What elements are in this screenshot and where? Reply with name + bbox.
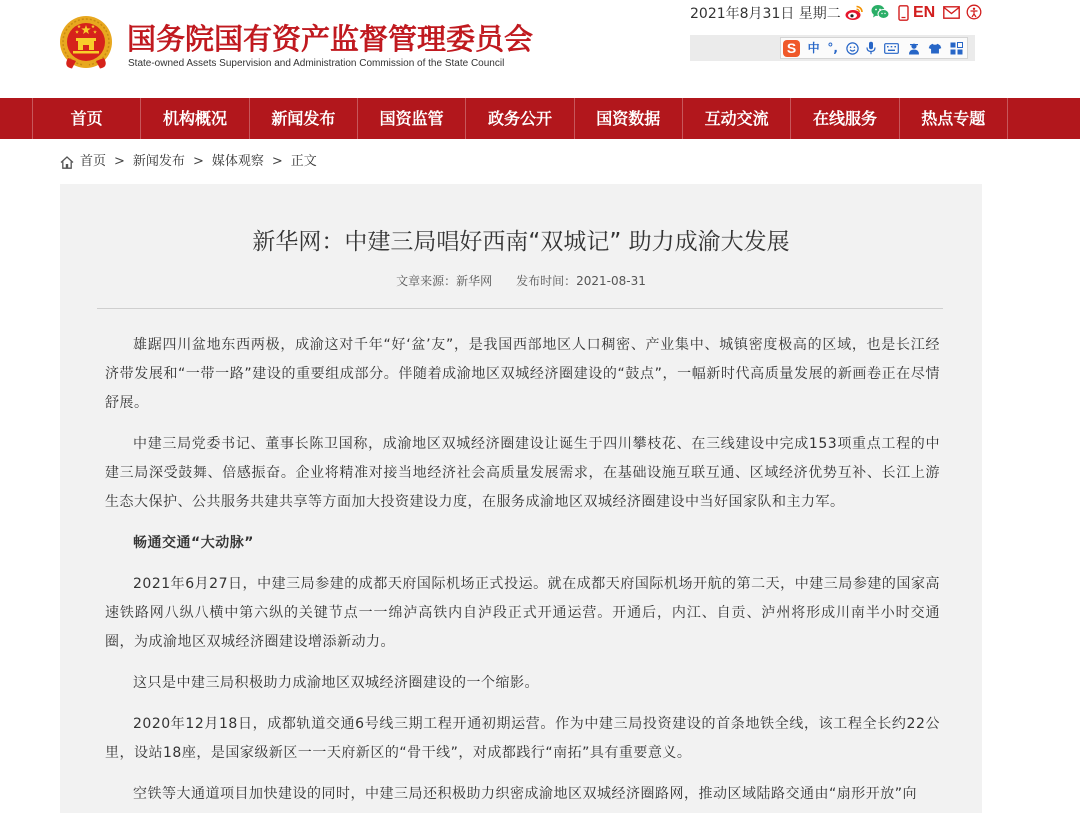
breadcrumb-media-watch[interactable]: 媒体观察 [211,154,264,169]
keyboard-icon[interactable] [884,43,899,54]
nav-item-interaction[interactable]: 互动交流 [683,98,791,139]
lang-switch-en[interactable]: EN [913,4,936,21]
ime-toolbar [780,37,968,59]
weibo-icon[interactable] [845,5,863,21]
current-date: 2021年8月31日 星期二 [690,6,841,22]
breadcrumb-home[interactable]: 首页 [80,154,107,169]
breadcrumb-separator: > [192,154,204,169]
divider [97,308,943,309]
main-nav [0,98,1080,139]
article-paragraph: 中建三局党委书记、董事长陈卫国称，成渝地区双城经济圈建设让诞生于四川攀枝花、在三线建设中完成153项重点工程的中建三局深受鼓舞、倍感振奋。企业将精准对接当地经济社会高质量发展需求，在基础设施互联互通、区域经济优势互补、长江上游生态大保护、公共服务共建共享等方面加大投资建设力度，在服务成渝地区双城经济圈建设中当好国家队和主力军。 [105,436,940,510]
nav-item-hot-topics[interactable]: 热点专题 [900,98,1008,139]
mail-icon[interactable] [943,6,960,19]
article-paragraph: 2021年6月27日，中建三局参建的成都天府国际机场正式投运。就在成都天府国际机场开航的第二天，中建三局参建的国家高速铁路网八纵八横中第六纵的关键节点一一绵泸高铁内自泸段正式开通运营。开通后，内江、自贡、泸州将形成川南半小时交通圈，为成渝地区双城经济圈建设增添新动力。 [105,576,940,650]
site-logo-link[interactable] [56,12,546,76]
section-heading: 畅通交通“大动脉” [133,535,254,551]
microphone-icon[interactable] [866,41,876,55]
wechat-icon[interactable] [871,4,890,20]
site-title-cn: 国务院国有资产监督管理委员会 [127,22,534,56]
nav-item-government-affairs[interactable]: 政务公开 [466,98,574,139]
national-emblem-icon [58,15,114,71]
emoji-icon[interactable] [846,42,859,55]
ime-punctuation-toggle[interactable]: °, [827,41,838,55]
breadcrumb-news-release[interactable]: 新闻发布 [132,154,185,169]
nav-item-home[interactable]: 首页 [33,98,141,139]
breadcrumb-current: 正文 [290,154,317,169]
article-paragraph: 这只是中建三局积极助力成渝地区双城经济圈建设的一个缩影。 [133,675,539,691]
article-paragraph: 2020年12月18日，成都轨道交通6号线三期工程开通初期运营。作为中建三局投资建设的首条地铁全线，该工程全长约22公里，设站18座，是国家级新区一一天府新区的“骨干线”，对成都践行“南拓”具有重要意义。 [105,716,940,761]
article-paragraph: 空铁等大通道项目加快建设的同时，中建三局还积极助力织密成渝地区双城经济圈路网，推动区域陆路交通由“扇形开放”向 [133,786,918,802]
article-paragraph: 雄踞四川盆地东西两极，成渝这对千年“好‘盆’友”，是我国西部地区人口稠密、产业集中、城镇密度极高的区域，也是长江经济带发展和“一带一路”建设的重要组成部分。伴随着成渝地区双城经济圈建设的“鼓点”，一幅新时代高质量发展的新画卷正在尽情舒展。 [105,337,940,411]
mobile-icon[interactable] [898,5,909,21]
nav-item-online-services[interactable]: 在线服务 [791,98,899,139]
main-nav-list [32,98,1008,139]
breadcrumb-separator: > [271,154,283,169]
skin-icon[interactable] [907,42,921,55]
nav-item-data[interactable]: 国资数据 [575,98,683,139]
site-header [0,0,1080,98]
source-value: 新华网 [456,274,493,288]
accessibility-icon[interactable] [966,4,982,20]
site-title-en: State-owned Assets Supervision and Administration Commission of the State Council [128,58,505,69]
shirt-icon[interactable] [928,42,942,55]
sogou-logo-icon[interactable]: S [783,40,800,57]
nav-item-supervision[interactable]: 国资监管 [358,98,466,139]
nav-item-organization[interactable]: 机构概况 [141,98,249,139]
breadcrumb [60,153,317,171]
article-title: 新华网：中建三局唱好西南“双城记” 助力成渝大发展 [252,229,790,255]
article-container [60,184,982,813]
publish-date-label: 发布时间： [516,274,577,288]
home-icon[interactable] [60,156,74,169]
nav-item-news-release[interactable]: 新闻发布 [250,98,358,139]
article-body [105,331,940,809]
article-meta [60,272,982,290]
source-label: 文章来源： [396,274,457,288]
toolbox-icon[interactable] [950,42,963,55]
breadcrumb-separator: > [114,154,125,169]
ime-mode-toggle[interactable]: 中 [807,41,820,55]
publish-date-value: 2021-08-31 [576,274,646,288]
